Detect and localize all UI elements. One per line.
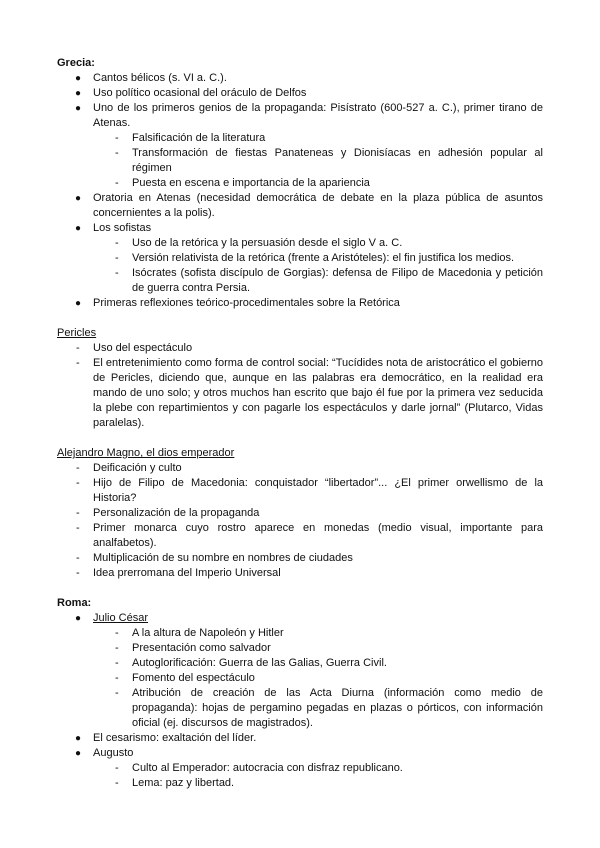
sub-list-item: - Falsificación de la literatura <box>115 132 266 144</box>
list-item: - Multiplicación de su nombre en nombres de ciudades <box>76 552 353 564</box>
sub-list-item: - Isócrates (sofista discípulo de Gorgias): defensa de Filipo de Macedonia y petición de guerra contra Persia. <box>115 267 543 294</box>
dash-marker: - <box>115 642 119 654</box>
dash-marker: - <box>115 657 119 669</box>
bullet-icon: ● <box>75 193 82 204</box>
dash-marker: - <box>115 777 119 789</box>
sub-list-item: - Transformación de fiestas Panateneas y Dionisíacas en adhesión popular al régimen <box>115 147 543 174</box>
section-heading-roma: Roma: <box>57 597 92 609</box>
sub-list-item: - Culto al Emperador: autocracia con disfraz republicano. <box>115 762 403 774</box>
sub-list-item: - Lema: paz y libertad. <box>115 777 235 789</box>
bullet-icon: ● <box>75 88 82 99</box>
section-heading-grecia: Grecia: <box>57 57 95 69</box>
list-item: ● Cantos bélicos (s. VI a. C.). <box>75 72 227 84</box>
dash-marker: - <box>115 267 119 279</box>
list-item: ● El cesarismo: exaltación del líder. <box>75 732 257 744</box>
list-item: ● Uso político ocasional del oráculo de Delfos <box>75 87 307 99</box>
list-item: - Hijo de Filipo de Macedonia: conquistador “libertador”... ¿El primer orwellismo de la Historia? <box>76 477 543 504</box>
sub-list-item: - Versión relativista de la retórica (frente a Aristóteles): el fin justifica los medios. <box>115 252 515 264</box>
dash-marker: - <box>76 507 80 519</box>
dash-marker: - <box>76 357 80 369</box>
list-item: ● Oratoria en Atenas (necesidad democrática de debate en la plaza pública de asuntos concernientes a la polis). <box>75 192 543 219</box>
list-item: - Deificación y culto <box>76 462 182 474</box>
dash-marker: - <box>115 627 119 639</box>
dash-marker: - <box>115 237 119 249</box>
dash-marker: - <box>115 672 119 684</box>
section-heading-alejandro: Alejandro Magno, el dios emperador <box>57 447 235 459</box>
dash-marker: - <box>115 252 119 264</box>
list-item: ● Augusto <box>75 747 134 759</box>
list-item: - Primer monarca cuyo rostro aparece en monedas (medio visual, importante para analfabetos). <box>76 522 543 549</box>
list-item: ● Primeras reflexiones teórico-procedimentales sobre la Retórica <box>75 297 400 309</box>
sub-list-item: - Puesta en escena e importancia de la apariencia <box>115 177 370 189</box>
bullet-icon: ● <box>75 748 82 759</box>
dash-marker: - <box>115 762 119 774</box>
list-item: ● Los sofistas <box>75 222 152 234</box>
sub-list-item: - Uso de la retórica y la persuasión desde el siglo V a. C. <box>115 237 403 249</box>
list-item: - Uso del espectáculo <box>76 342 193 354</box>
dash-marker: - <box>76 477 80 489</box>
section-heading-pericles: Pericles <box>57 327 97 339</box>
sub-list-item: - Fomento del espectáculo <box>115 672 255 684</box>
bullet-icon: ● <box>75 103 82 114</box>
sub-list-item: - Atribución de creación de las Acta Diurna (información como medio de propaganda): hojas de pergamino pegadas en plazas o pórticos, con información oficial (ej. discursos de magistrados). <box>115 687 543 729</box>
list-item: - Personalización de la propaganda <box>76 507 260 519</box>
sub-list-item: - Autoglorificación: Guerra de las Galias, Guerra Civil. <box>115 657 387 669</box>
dash-marker: - <box>115 147 119 159</box>
sub-list-item: - Presentación como salvador <box>115 642 271 654</box>
list-item: - El entretenimiento como forma de control social: “Tucídides nota de aristocrático el gobierno de Pericles, diciendo que, aunque en las palabras era democrático, en la realidad era mando de uno solo; y otros muchos han escrito que bajo él fue por la primera vez seducida la plebe con repartimientos y con pagarle los espectáculos y darle jornal” (Plutarco, Vidas paralelas). <box>76 357 543 429</box>
bullet-icon: ● <box>75 73 82 84</box>
dash-marker: - <box>115 687 119 699</box>
dash-marker: - <box>115 132 119 144</box>
bullet-icon: ● <box>75 733 82 744</box>
list-item: ● Julio César <box>75 612 149 624</box>
dash-marker: - <box>76 567 80 579</box>
dash-marker: - <box>115 177 119 189</box>
list-item: - Idea prerromana del Imperio Universal <box>76 567 281 579</box>
dash-marker: - <box>76 462 80 474</box>
document-page <box>57 56 543 791</box>
bullet-icon: ● <box>75 223 82 234</box>
bullet-icon: ● <box>75 613 82 624</box>
dash-marker: - <box>76 522 80 534</box>
dash-marker: - <box>76 342 80 354</box>
list-item: ● Uno de los primeros genios de la propaganda: Pisístrato (600-527 a. C.), primer tirano de Atenas. <box>75 102 543 129</box>
dash-marker: - <box>76 552 80 564</box>
sub-list-item: - A la altura de Napoleón y Hitler <box>115 627 284 639</box>
bullet-icon: ● <box>75 298 82 309</box>
